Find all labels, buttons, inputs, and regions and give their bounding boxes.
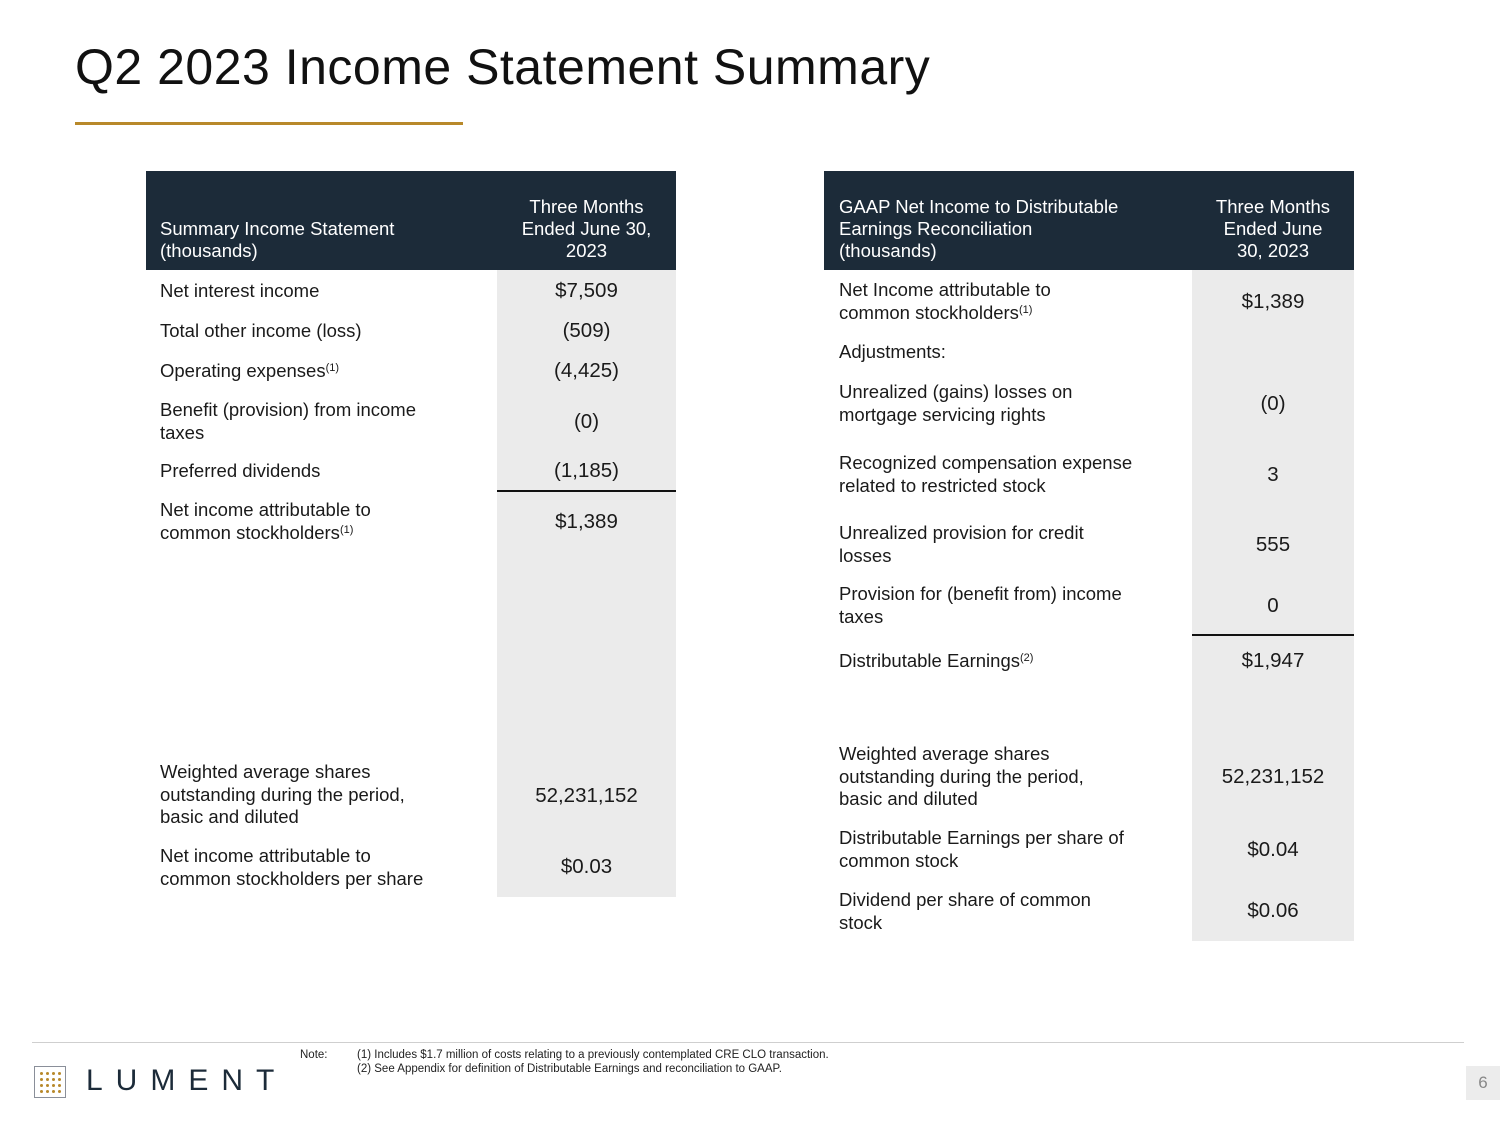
note-label: Note: — [300, 1049, 328, 1061]
header-period: Three Months Ended June 30, 2023 — [521, 196, 652, 261]
row-label: Total other income (loss) — [160, 320, 362, 341]
row-label: Net Income attributable to common stockholders$^{(1)}$ — [839, 279, 1051, 323]
header-label: GAAP Net Income to Distributable Earnings Reconciliation (thousands) — [839, 196, 1119, 261]
row-value: $0.04 — [1247, 838, 1299, 861]
row-value: $1,947 — [1241, 649, 1305, 672]
row-value: 555 — [1255, 533, 1291, 556]
footnote-2: (2) See Appendix for definition of Distributable Earnings and reconciliation to GAAP. — [357, 1063, 782, 1075]
summary-income-statement-table — [146, 171, 676, 901]
row-value: (1,185) — [554, 459, 619, 482]
page-number: 6 — [1466, 1066, 1500, 1100]
row-label: Operating expenses$^{(1)}$ — [160, 360, 340, 381]
footnote-ref: (2) — [1019, 652, 1034, 664]
footnote-1: (1) Includes $1.7 million of costs relating to a previously contemplated CRE CLO transaction. — [357, 1049, 829, 1061]
reconciliation-table — [824, 171, 1354, 946]
title-underline — [75, 122, 463, 125]
row-value: (4,425) — [554, 359, 619, 382]
row-label: Preferred dividends — [160, 460, 321, 481]
row-value: $7,509 — [555, 279, 618, 302]
row-value: 52,231,152 — [1221, 765, 1325, 788]
row-label: Adjustments: — [839, 341, 946, 362]
subtotal-rule — [497, 490, 676, 492]
header-label: Summary Income Statement (thousands) — [160, 218, 395, 261]
footnote-ref: (1) — [325, 362, 340, 374]
row-value: 52,231,152 — [535, 784, 638, 807]
row-label: Recognized compensation expense related to restricted stock — [839, 452, 1133, 496]
row-label: Unrealized provision for credit losses — [839, 522, 1084, 566]
row-value: $1,389 — [1241, 290, 1305, 313]
row-value: $1,389 — [555, 510, 618, 533]
row-label: Dividend per share of common stock — [839, 889, 1091, 933]
lument-logo-text: LUMENT — [86, 1064, 288, 1097]
row-label: Weighted average shares outstanding during the period, basic and diluted — [160, 761, 405, 827]
subtotal-rule — [1192, 634, 1354, 636]
row-label: Provision for (benefit from) income taxes — [839, 583, 1122, 627]
row-value: (0) — [1260, 392, 1286, 415]
row-label: Net income attributable to common stockholders$^{(1)}$ — [160, 499, 371, 543]
row-value: $0.06 — [1247, 899, 1299, 922]
row-value: $0.03 — [560, 855, 613, 878]
row-value: 0 — [1267, 594, 1279, 617]
row-label: Weighted average shares outstanding during the period, basic and diluted — [839, 743, 1084, 809]
row-label: Net income attributable to common stockholders per share — [160, 845, 424, 889]
table-header — [146, 171, 676, 270]
row-label: Distributable Earnings per share of common stock — [839, 827, 1124, 871]
footnote-ref: (1) — [339, 523, 354, 536]
lument-logo-icon — [34, 1066, 66, 1098]
row-label: Benefit (provision) from income taxes — [160, 399, 417, 443]
row-label: Distributable Earnings$^{(2)}$ — [839, 650, 1034, 671]
row-value: 3 — [1267, 463, 1279, 486]
footer-divider — [32, 1042, 1464, 1043]
row-label: Unrealized (gains) losses on mortgage servicing rights — [839, 381, 1073, 425]
footnote-ref: (1) — [1018, 303, 1033, 316]
row-value: (0) — [573, 410, 600, 433]
row-value: (509) — [562, 319, 611, 342]
page-title: Q2 2023 Income Statement Summary — [75, 39, 931, 95]
row-label: Net interest income — [160, 280, 320, 301]
table-header — [824, 171, 1354, 270]
header-period: Three Months Ended June 30, 2023 — [1215, 196, 1331, 261]
